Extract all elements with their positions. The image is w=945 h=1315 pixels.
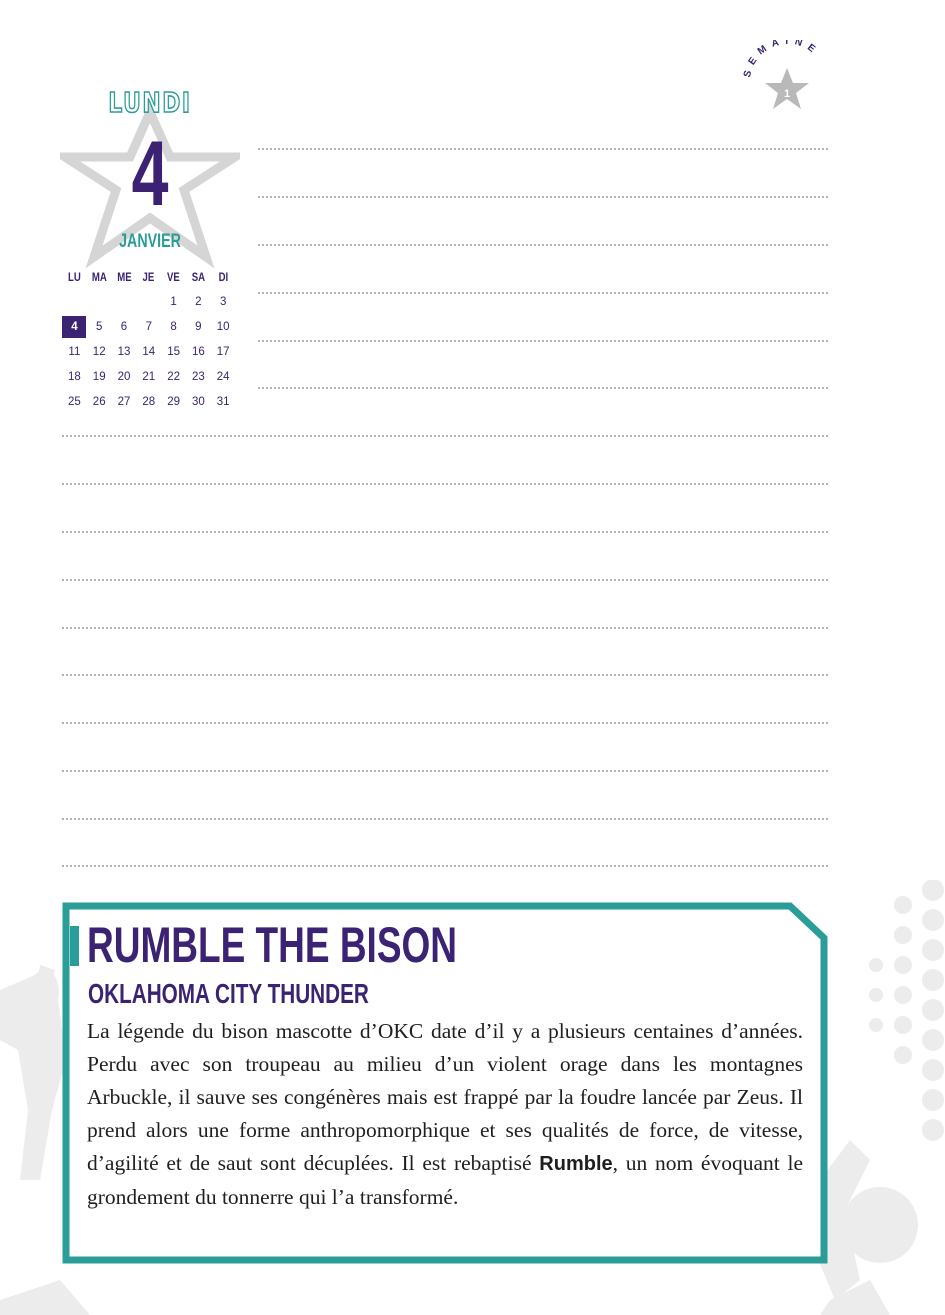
calendar-day-number: 24 — [216, 370, 230, 383]
calendar-day-number: 1 — [170, 295, 177, 308]
calendar-day-number: 28 — [142, 395, 156, 408]
dotted-line — [258, 387, 828, 389]
calendar-day-number: 8 — [170, 320, 177, 333]
info-text-end: , un nom évoquant le grondement du tonnerre qui l’a transformé. — [87, 1151, 803, 1209]
day-header — [60, 80, 240, 270]
calendar-day-number: 3 — [219, 295, 227, 308]
weekday-label: LU — [67, 269, 81, 284]
calendar-day — [211, 296, 236, 308]
calendar-day — [87, 371, 112, 383]
calendar-day — [87, 321, 112, 333]
calendar-day — [112, 321, 137, 333]
weekday-label: VE — [167, 269, 180, 284]
calendar-day — [112, 371, 137, 383]
calendar-day-number: 2 — [195, 295, 202, 308]
info-body — [87, 1015, 803, 1214]
calendar-day — [211, 396, 236, 408]
calendar-day-number: 15 — [167, 345, 180, 358]
calendar-day — [136, 396, 161, 408]
dotted-line — [258, 340, 828, 342]
calendar-day-number: 23 — [191, 370, 205, 383]
calendar-day — [211, 346, 236, 358]
calendar-day — [161, 371, 186, 383]
calendar-day-number: 26 — [92, 395, 106, 408]
dotted-line — [258, 244, 828, 246]
dotted-line — [62, 674, 828, 676]
calendar-day — [186, 371, 211, 383]
calendar-day — [211, 371, 236, 383]
calendar-header-row — [62, 264, 236, 289]
calendar-day-number: 10 — [216, 320, 230, 333]
weekday-label: JE — [142, 269, 155, 284]
calendar-day-number: 18 — [68, 370, 81, 383]
calendar-week-row — [62, 364, 236, 389]
dotted-line — [62, 483, 828, 485]
calendar-day-number: 14 — [142, 345, 156, 358]
calendar-day — [87, 396, 112, 408]
title-accent-bar — [70, 926, 79, 966]
calendar-day — [161, 296, 186, 308]
calendar-day-number: 6 — [120, 320, 128, 333]
calendar-week-row — [62, 314, 236, 339]
calendar-day-number: 19 — [92, 370, 106, 383]
calendar-day-number: 21 — [142, 370, 156, 383]
week-label: SEMAINE — [741, 40, 822, 79]
calendar-day-number: 7 — [145, 320, 152, 333]
calendar-week-row — [62, 339, 236, 364]
dotted-line — [258, 292, 828, 294]
info-text-bold: Rumble — [539, 1153, 613, 1175]
calendar-day — [136, 346, 161, 358]
calendar-day — [136, 371, 161, 383]
calendar-day — [161, 346, 186, 358]
info-text-start: La légende du bison mascotte d’OKC date d’il y a plusieurs centaines d’années. Perdu avec son troupeau au milieu d’un violent orage dans les montagnes Arbuckle, il sauve ses congénères mais est frappé par la foudre lancée par Zeus. Il prend alors une forme anthropomorphique et ses qualités de force, de vitesse, d’agilité et de saut sont décuplées. Il est rebaptisé — [87, 1019, 803, 1175]
month-name: JANVIER — [119, 231, 181, 252]
dotted-line — [62, 579, 828, 581]
info-title: RUMBLE THE BISON — [87, 917, 457, 973]
calendar-day-number: 17 — [216, 345, 230, 358]
calendar-day — [186, 346, 211, 358]
day-number: 4 — [131, 123, 169, 225]
calendar-day-number: 9 — [195, 320, 202, 333]
calendar-day — [62, 316, 87, 338]
dotted-line — [62, 865, 828, 867]
calendar-day-number: 31 — [216, 395, 230, 408]
calendar-day-number: 12 — [92, 345, 106, 358]
calendar-day-number: 29 — [167, 395, 180, 408]
dotted-line — [62, 722, 828, 724]
calendar-day — [112, 396, 137, 408]
weekday-label: ME — [116, 269, 132, 284]
calendar-day — [136, 321, 161, 333]
calendar-day — [62, 396, 87, 408]
dotted-line — [62, 770, 828, 772]
dotted-line — [62, 627, 828, 629]
calendar-day — [186, 321, 211, 333]
week-star-icon — [740, 40, 835, 120]
calendar-day-number: 13 — [117, 345, 131, 358]
calendar-day-number: 5 — [95, 320, 103, 333]
calendar-week-row — [62, 289, 236, 314]
calendar-day — [87, 346, 112, 358]
calendar-day-number: 27 — [117, 395, 131, 408]
mini-calendar — [62, 264, 236, 414]
weekday-label: DI — [218, 269, 228, 284]
calendar-day-number: 30 — [191, 395, 205, 408]
calendar-grid — [62, 289, 236, 414]
dotted-line — [62, 818, 828, 820]
calendar-day — [112, 346, 137, 358]
weekday-label: MA — [91, 269, 107, 284]
week-number: 1 — [783, 88, 791, 100]
weekday-label: SA — [191, 269, 206, 284]
calendar-day-number: 11 — [68, 345, 81, 358]
week-badge — [740, 40, 835, 120]
dotted-line — [258, 148, 828, 150]
calendar-day — [186, 396, 211, 408]
info-subtitle: OKLAHOMA CITY THUNDER — [88, 978, 369, 1009]
calendar-day — [161, 321, 186, 333]
calendar-day-number: 22 — [167, 370, 180, 383]
svg-text:SEMAINE — [742, 40, 822, 79]
calendar-day-number: 4 — [62, 316, 86, 338]
calendar-day-number: 25 — [68, 395, 81, 408]
calendar-day — [186, 296, 211, 308]
calendar-day — [62, 346, 87, 358]
dotted-line — [62, 435, 828, 437]
day-name: LUNDI — [108, 86, 192, 119]
calendar-day — [211, 321, 236, 333]
calendar-day — [62, 371, 87, 383]
calendar-day-number: 20 — [117, 370, 131, 383]
calendar-week-row — [62, 389, 236, 414]
dotted-line — [62, 531, 828, 533]
calendar-day-number: 16 — [191, 345, 205, 358]
calendar-day — [161, 396, 186, 408]
dotted-line — [258, 196, 828, 198]
